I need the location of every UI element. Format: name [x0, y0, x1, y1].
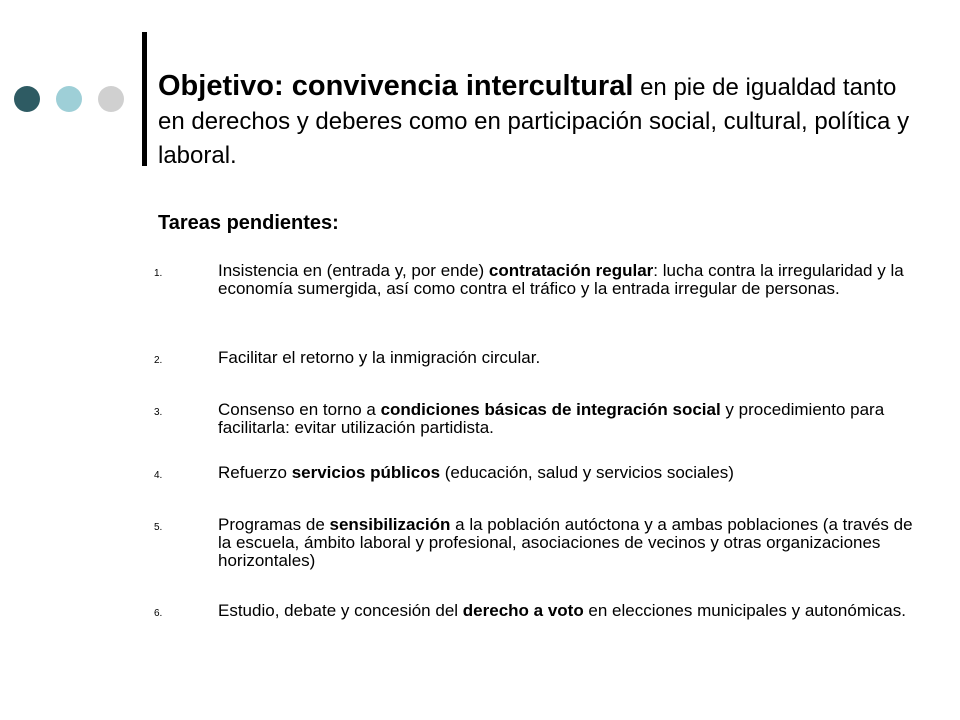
decorative-dots	[14, 86, 126, 116]
task-text-bold: contratación regular	[488, 261, 654, 280]
task-text	[218, 401, 930, 437]
task-text-pre: Consenso en torno a	[218, 400, 381, 419]
task-number: 5.	[154, 522, 163, 533]
task-text-pre: Refuerzo	[218, 463, 292, 482]
task-text-bold: sensibilización	[329, 515, 451, 534]
task-text-pre: Facilitar el retorno y la inmigración circular.	[218, 348, 541, 367]
slide-title-rest: en pie de igualdad tanto en derechos y deberes como en participación social, cultural, política y laboral.	[158, 74, 910, 169]
task-text	[218, 602, 930, 620]
task-number: 1.	[154, 268, 163, 279]
task-number: 4.	[154, 470, 163, 481]
task-number: 6.	[154, 608, 163, 619]
dot-light-teal	[56, 86, 82, 112]
task-text-pre: Insistencia en (entrada y, por ende)	[218, 261, 489, 280]
task-text-post: a la población autóctona y a ambas poblaciones (a través de la escuela, ámbito laboral y profesional, asociaciones de vecinos y otras organizaciones horizontales)	[218, 515, 913, 570]
task-text	[218, 262, 930, 298]
task-text-bold: derecho a voto	[462, 601, 584, 620]
task-text-post: en elecciones municipales y autonómicas.	[583, 601, 906, 620]
section-heading: Tareas pendientes:	[158, 212, 339, 234]
task-text-bold: condiciones básicas de integración social	[380, 400, 721, 419]
title-divider-bar	[142, 32, 147, 166]
dot-grey	[98, 86, 124, 112]
dot-dark-teal	[14, 86, 40, 112]
task-text	[218, 464, 930, 482]
task-text	[218, 349, 930, 367]
task-text-post: y procedimiento para facilitarla: evitar utilización partidista.	[218, 400, 885, 437]
task-text-post: : lucha contra la irregularidad y la economía sumergida, así como contra el tráfico y la entrada irregular de personas.	[218, 261, 904, 298]
task-number: 2.	[154, 355, 163, 366]
slide-title-bold: Objetivo: convivencia intercultural	[158, 70, 634, 102]
task-text-pre: Programas de	[218, 515, 330, 534]
task-text-post: (educación, salud y servicios sociales)	[440, 463, 734, 482]
slide-title	[158, 69, 918, 173]
task-text-pre: Estudio, debate y concesión del	[218, 601, 463, 620]
task-text	[218, 516, 930, 570]
task-number: 3.	[154, 407, 163, 418]
task-text-bold: servicios públicos	[291, 463, 441, 482]
